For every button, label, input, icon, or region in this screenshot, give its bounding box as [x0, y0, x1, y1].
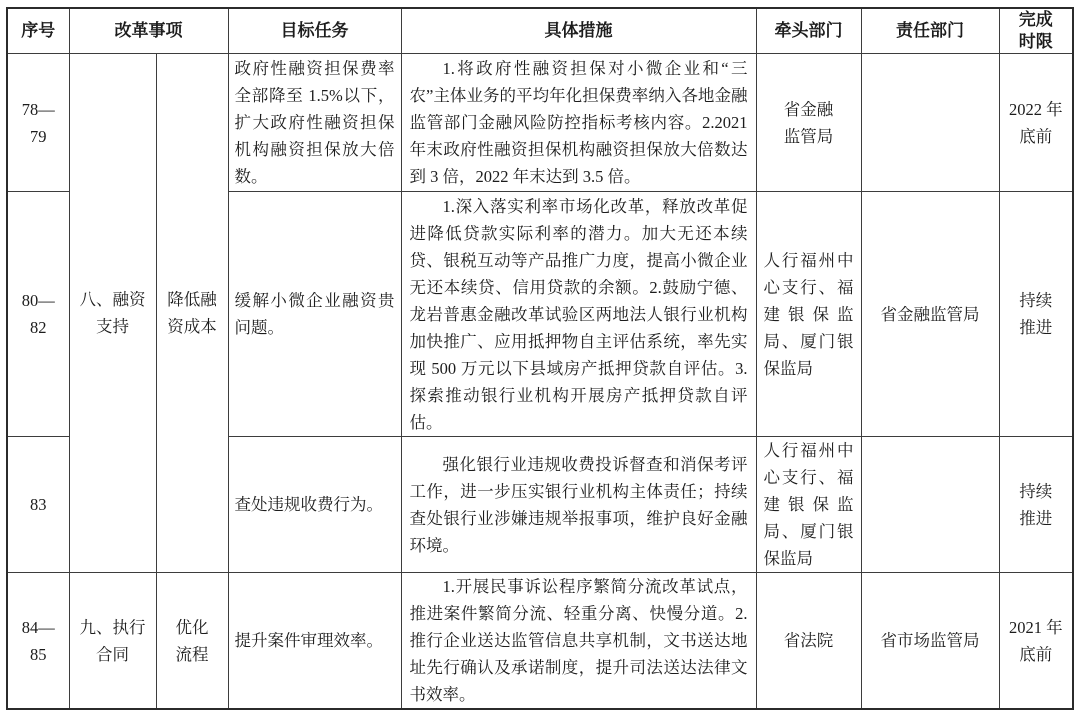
deadline-label: 持续推进 [1019, 291, 1053, 337]
cell-serial: 80—82 [7, 192, 69, 437]
cell-task: 查处违规收费行为。 [228, 437, 401, 573]
cell-serial: 83 [7, 437, 69, 573]
column-header-reform: 改革事项 [69, 8, 228, 54]
cell-measures [401, 437, 756, 573]
cell-deadline [999, 192, 1073, 437]
table-row [7, 573, 1073, 710]
deadline-label: 持续推进 [1019, 481, 1053, 528]
column-header-no: 序号 [7, 8, 69, 54]
table-row [7, 54, 1073, 192]
cell-deadline [999, 437, 1073, 573]
cell-task: 缓解小微企业融资贵问题。 [228, 192, 401, 437]
cell-reform-item: 九、执行合同 [69, 573, 156, 710]
cell-serial: 78—79 [7, 54, 69, 192]
cell-responsible-department [861, 54, 999, 192]
cell-task: 提升案件审理效率。 [228, 573, 401, 710]
reform-subitem-label: 优化流程 [175, 617, 209, 664]
cell-responsible-department: 省金融监管局 [861, 192, 999, 437]
measures-paragraph: 强化银行业违规收费投诉督查和消保考评工作，进一步压实银行业机构主体责任；持续查处银行业涉嫌违规举报事项，维护良好金融环境。 [409, 454, 748, 555]
cell-responsible-department [861, 437, 999, 573]
cell-lead-department: 人行福州中心支行、福建银保监局、厦门银保监局 [756, 192, 861, 437]
cell-measures [401, 192, 756, 437]
cell-responsible-department: 省市场监管局 [861, 573, 999, 710]
measures-paragraph: 1.开展民事诉讼程序繁简分流改革试点，推进案件繁简分流、轻重分离、快慢分道。2.推行企业送达监管信息共享机制，文书送达地址先行确认及承诺制度，提升司法送达法律文书效率。 [409, 577, 748, 704]
measures-paragraph: 1.将政府性融资担保对小微企业和“三农”主体业务的平均年化担保费率纳入各地金融监管部门金融风险防控指标考核内容。2.2021 年末政府性融资担保机构融资担保放大倍数达到 3 倍，2022 年末达到 3.5 倍。 [409, 59, 748, 186]
cell-reform-item: 八、融资支持 [69, 54, 156, 573]
column-header-responsible: 责任部门 [861, 8, 999, 54]
cell-reform-subitem [156, 573, 228, 710]
cell-deadline: 2022 年底前 [999, 54, 1073, 192]
cell-measures [401, 54, 756, 192]
column-header-task: 目标任务 [228, 8, 401, 54]
reform-measures-table [6, 7, 1074, 710]
header-row [7, 8, 1073, 54]
column-header-lead: 牵头部门 [756, 8, 861, 54]
cell-serial: 84—85 [7, 573, 69, 710]
cell-lead-department: 人行福州中心支行、福建银保监局、厦门银保监局 [756, 437, 861, 573]
cell-task: 政府性融资担保费率全部降至 1.5%以下，扩大政府性融资担保机构融资担保放大倍数。 [228, 54, 401, 192]
column-header-measures: 具体措施 [401, 8, 756, 54]
cell-lead-department [756, 54, 861, 192]
cell-deadline: 2021 年底前 [999, 573, 1073, 710]
cell-reform-subitem: 降低融资成本 [156, 54, 228, 573]
cell-measures [401, 573, 756, 710]
cell-lead-department: 省法院 [756, 573, 861, 710]
measures-paragraph: 1.深入落实利率市场化改革，释放改革促进降低贷款实际利率的潜力。加大无还本续贷、银税互动等产品推广力度，提高小微企业无还本续贷、信用贷款的余额。2.鼓励宁德、龙岩普惠金融改革试验区两地法人银行业机构加快推广、应用抵押物自主评估系统，率先实现 500 万元以下县域房产抵押贷款自评估。3.探索推动银行业机构开展房产抵押贷款自评估。 [409, 196, 748, 432]
lead-department-label: 省金融监管局 [783, 99, 834, 146]
column-header-deadline [999, 8, 1073, 54]
column-header-deadline-label: 完成时限 [1018, 10, 1053, 51]
